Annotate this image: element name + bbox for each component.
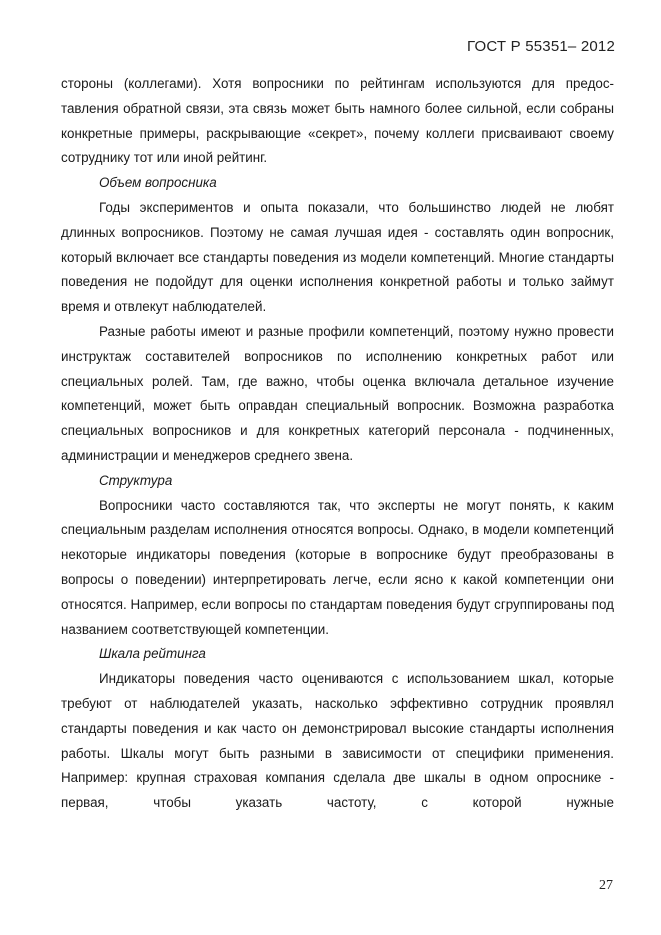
paragraph: Разные работы имеют и разные профили компетенций, поэтому нужно провести инструктаж составителей вопросников по исполнению конкретных работ или специальных ролей. Там, где важно, чтобы оценка включала детальное изучение компетенций, может быть оправдан специальный вопросник. Возможна разработка специальных вопросников и для конкретных категорий персонала - подчиненных, администрации и менеджеров среднего звена. (61, 323, 614, 463)
paragraph: Вопросники часто составляются так, что эксперты не могут понять, к каким специальным разделам исполнения относятся вопросы. Однако, в модели компетенций некоторые индикаторы поведения (которые в вопроснике будут преобразованы в вопросы о поведении) интерпретировать легче, если ясно к какой компетенции они относятся. Например, если вопросы по стандартам поведения будут сгруппированы под названием соответствующей компетенции. (61, 497, 614, 637)
section-rating-scale (61, 642, 614, 816)
paragraph: Индикаторы поведения часто оцениваются с использованием шкал, которые требуют от наблюдателей указать, насколько эффективно сотрудник проявлял стандарты поведения и как часто он демонстрировал высокие стандарты исполнения работы. Шкалы могут быть разными в зависимости от специфики применения. Например: крупная страховая компания сделала две шкалы в одном опроснике - первая, чтобы указать частоту, с которой нужные (61, 671, 614, 811)
paragraph: Годы экспериментов и опыта показали, что большинство людей не любят длинных вопросников. Поэтому не самая лучшая идея - составлять один вопросник, который включает все стандарты поведения из модели компетенций. Многие стандарты поведения не подойдут для оценки исполнения конкретной работы и только займут время и отвлекут наблюдателей. (61, 199, 614, 315)
document-header-standard: ГОСТ Р 55351– 2012 (467, 38, 615, 55)
document-body (61, 72, 614, 816)
page-number: 27 (599, 878, 613, 893)
section-structure (61, 469, 614, 643)
section-title: Структура (99, 472, 173, 488)
section-volume (61, 171, 614, 469)
intro-paragraph: стороны (коллегами). Хотя вопросники по рейтингам используются для предос-тавления обратной связи, эта связь может быть намного более сильной, если собраны конкретные примеры, раскрывающие «секрет», почему коллеги присваивают своему сотруднику тот или иной рейтинг. (61, 76, 614, 166)
section-title: Шкала рейтинга (99, 646, 206, 662)
section-title: Объем вопросника (99, 175, 217, 191)
